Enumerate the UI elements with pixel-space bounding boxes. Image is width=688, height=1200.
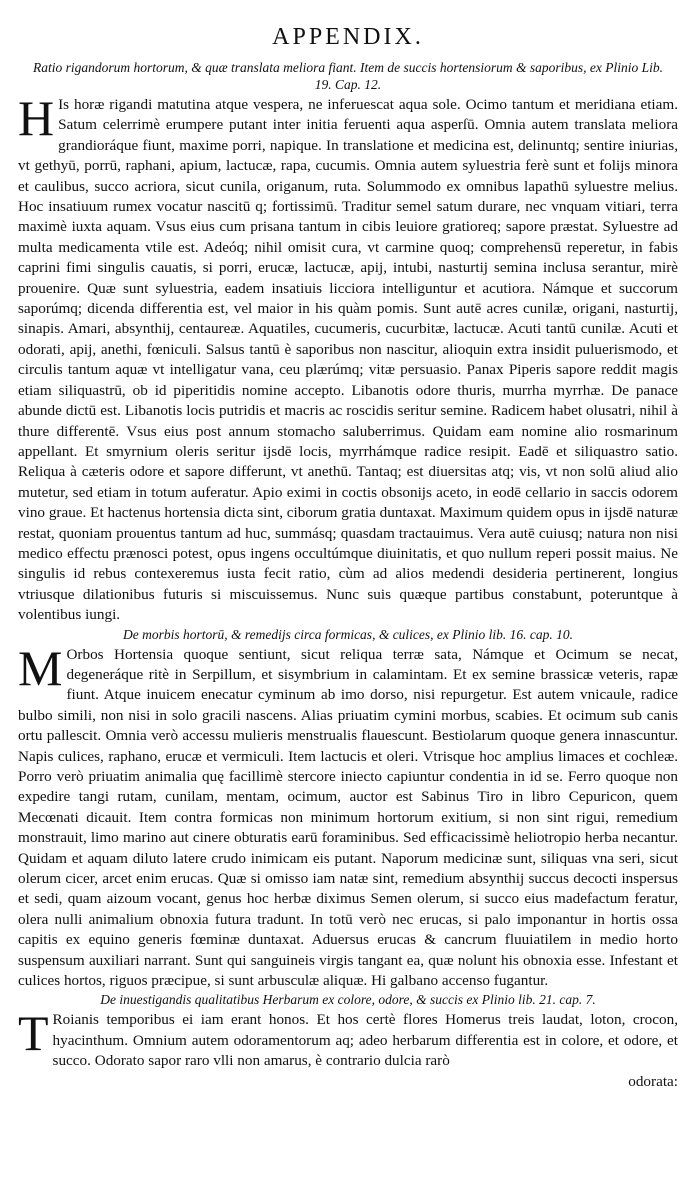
running-head: APPENDIX.	[272, 24, 424, 50]
paragraph-text: Orbos Hortensia quoque sentiunt, sicut reliqua terræ sata, Námque et Ocimum se necat, degeneráque ritè in Serpillum, et sisymbrium in calamintam. Et ex semine brassicæ veteris, rapæ fiunt. Atque inuicem enecatur cyminum ab imo dorso, nisi repurgetur. Est autem vnicaule, radice bulbo simili, non nisi in solo gracili nascens. Alias priuatim cymini morbus, scabies. Et ocimum sub canis ortu pallescit. Omnia verò accessu mulieris menstrualis flauescunt. Bestiolarum quoque genera innascuntur. Napis culices, raphano, erucæ et vermiculi. Item lactucis et oleri. Vtrisque hoc amplius limaces et cochleæ. Porro verò priuatim animalia quę facillimè stercore iniecto capiuntur condentia in id se. Ferro quoque non expedire tangi rutam, cunilam, mentam, ocimum, auctor est Sabinus Tiro in libro Cepuricon, quem Mecœnati dicauit. Item contra formicas non minimum hortorum exitium, si non sint rigui, remedium monstrauit, limo marino aut cinere obturatis earū foraminibus. Sed efficacissimè heliotropio herba necantur. Quidam et aquam diluto latere crudo inimicam eis putant. Naporum medicinæ sunt, siliquas vna seri, sicut olerum cicer, arcet enim erucas. Quæ si omisso iam natæ sint, remedium absynthij succus decocti inspersus et sedi, quam aizoum vocant, genus hoc herbæ diximus Semen olerum, si succo eius madefactum feratur, olera nulli animalium obnoxia futura tradunt. In totū verò nec erucas, si palo imponantur in hortis ossa capitis ex equino generis fœminæ duntaxat. Aduersus erucas & cancrum fluuiatilem in medio horto suspensum auxiliari narrant. Sunt qui sanguineis virgis tangant ea, quæ nolunt his obnoxia esse. Infestant et culices hortos, riguos præcipue, si sunt arbusculæ aliquæ. Hi galbano accenso fugantur.	[18, 645, 678, 990]
paragraph-text: Roianis temporibus ei iam erant honos. Et hos certè flores Homerus treis laudat, loton, crocon, hyacinthum. Omnium autem odoramentorum aq; adeo herbarum differentia est in colore, et odore, et succo. Odorato sapor raro vlli non amarus, è contrario dulcia rarò	[52, 1011, 678, 1070]
section-title: De morbis hortorū, & remedijs circa formicas, & culices, ex Plinio lib. 16. cap. 10.	[122, 626, 574, 642]
drop-cap: H	[18, 90, 55, 146]
section-body	[18, 1005, 678, 1071]
section-body	[18, 639, 678, 992]
drop-cap: M	[18, 639, 63, 696]
section-watering	[18, 59, 678, 626]
section-title: Ratio rigandorum hortorum, & quæ translata meliora fiant. Item de succis hortensiorum & saporibus, ex Plinio Lib. 19. Cap. 12.	[32, 60, 663, 92]
section-qualities	[18, 991, 678, 1071]
section-body	[18, 90, 678, 626]
section-diseases	[18, 626, 678, 992]
section-title: De inuestigandis qualitatibus Herbarum ex colore, odore, & succis ex Plinio lib. 21. cap. 7.	[100, 992, 596, 1008]
drop-cap: T	[18, 1005, 49, 1062]
catchword: odorata:	[628, 1072, 678, 1090]
paragraph-text: Is horæ rigandi matutina atque vespera, ne inferuescat aqua sole. Ocimo tantum et meridiana etiam. Satum celerrimè erumpere putant inter initia feruenti aqua asperſū. Omnia autem translata meliora grandioráque fiunt, maxime porri, napique. In translatione et medicina est, delinuntq; sentire iniurias, vt gethyū, porrū, raphani, apium, lactucæ, rapa, cucumis. Omnia autem syluestria ferè sunt et folijs minora et caulibus, succo acriora, sicut cunila, origanum, ruta. Solummodo ex omnibus lapathū syluestre melius. Hoc insatiuum rumex vocatur nascitū q; fortissimū. Traditur semel satum durare, nec vnquam vitiari, terra maximè iuxta aquam. Vsus eius cum prisana tantum in cibis leuiore gratioreq; sapore præstat. Syluestre ad multa medicamenta vtile est. Adeóq; nihil omisit cura, vt carmine quoq; comprehensū reperetur, in fabis caprini fimi singulis cauatis, si porri, erucæ, lactucæ, apij, intubi, nasturtij semina inclusa serantur, mirè prouenire. Quæ sunt syluestria, eadem insatiuis licciora intelliguntur et acutiora. Námque et succorum saporúmq; dicenda differentia est, vel maior in his quàm pomis. Sunt autē acres cunilæ, origani, nasturtij, sinapis. Amari, absynthij, centaureæ. Aquatiles, cucumeris, cucurbitæ, lactucæ. Acuti tantū cunilæ. Acuti et odorati, apij, anethi, fœniculi. Salsus tantū è saporibus non nascitur, alioquin extra insidit puluerismodo, et circulis tantum aquæ vt intelligatur vana, ceu plærúmq; vitæ persuasio. Panax Piperis sapore reddit magis etiam siliquastrū, ob id piperitidis nomine accepto. Libanotis odore thuris, murrha myrrhæ. De panace abunde dictū est. Libanotis locis putridis et macris ac roscidis seritur semine. Radicem habet olusatri, nihil à thure differentē. Vsus eius post annum stomacho saluberrimus. Quidam eam nomine alio rosmarinum appellant. Et smyrnium oleris seritur ijsdē locis, myrrhámque radice resipit. Eadē et siliquastro satio. Reliqua à cæteris odore et sapore differunt, vt anethū. Tantaq; est diuersitas atq; vis, vt non solū aliud alio mutetur, sed etiam in totum auferatur. Apio eximi in coctis obsonijs aceto, in eodē cellario in saccis odorem vino graue. Et hactenus hortensia dicta sint, ciborum gratia duntaxat. Maximum quidem opus in ijsdē naturæ restat, quoniam prouentus tantum ad huc, summásq; quasdam tractauimus. Vera autē cuiusq; natura non nisi medico effectu prænosci potest, opus ingens occultúmque diuinitatis, et quo nullum reperi possit maius. Ne singulis id rebus contexeremus iusta fecit ratio, cùm ad alios medendi desideria pertinerent, longius vtriusque dilationibus futuris si miscuissemus. Nunc suis quæque partibus constabunt, poteruntque à volentibus iungi.	[18, 96, 678, 624]
